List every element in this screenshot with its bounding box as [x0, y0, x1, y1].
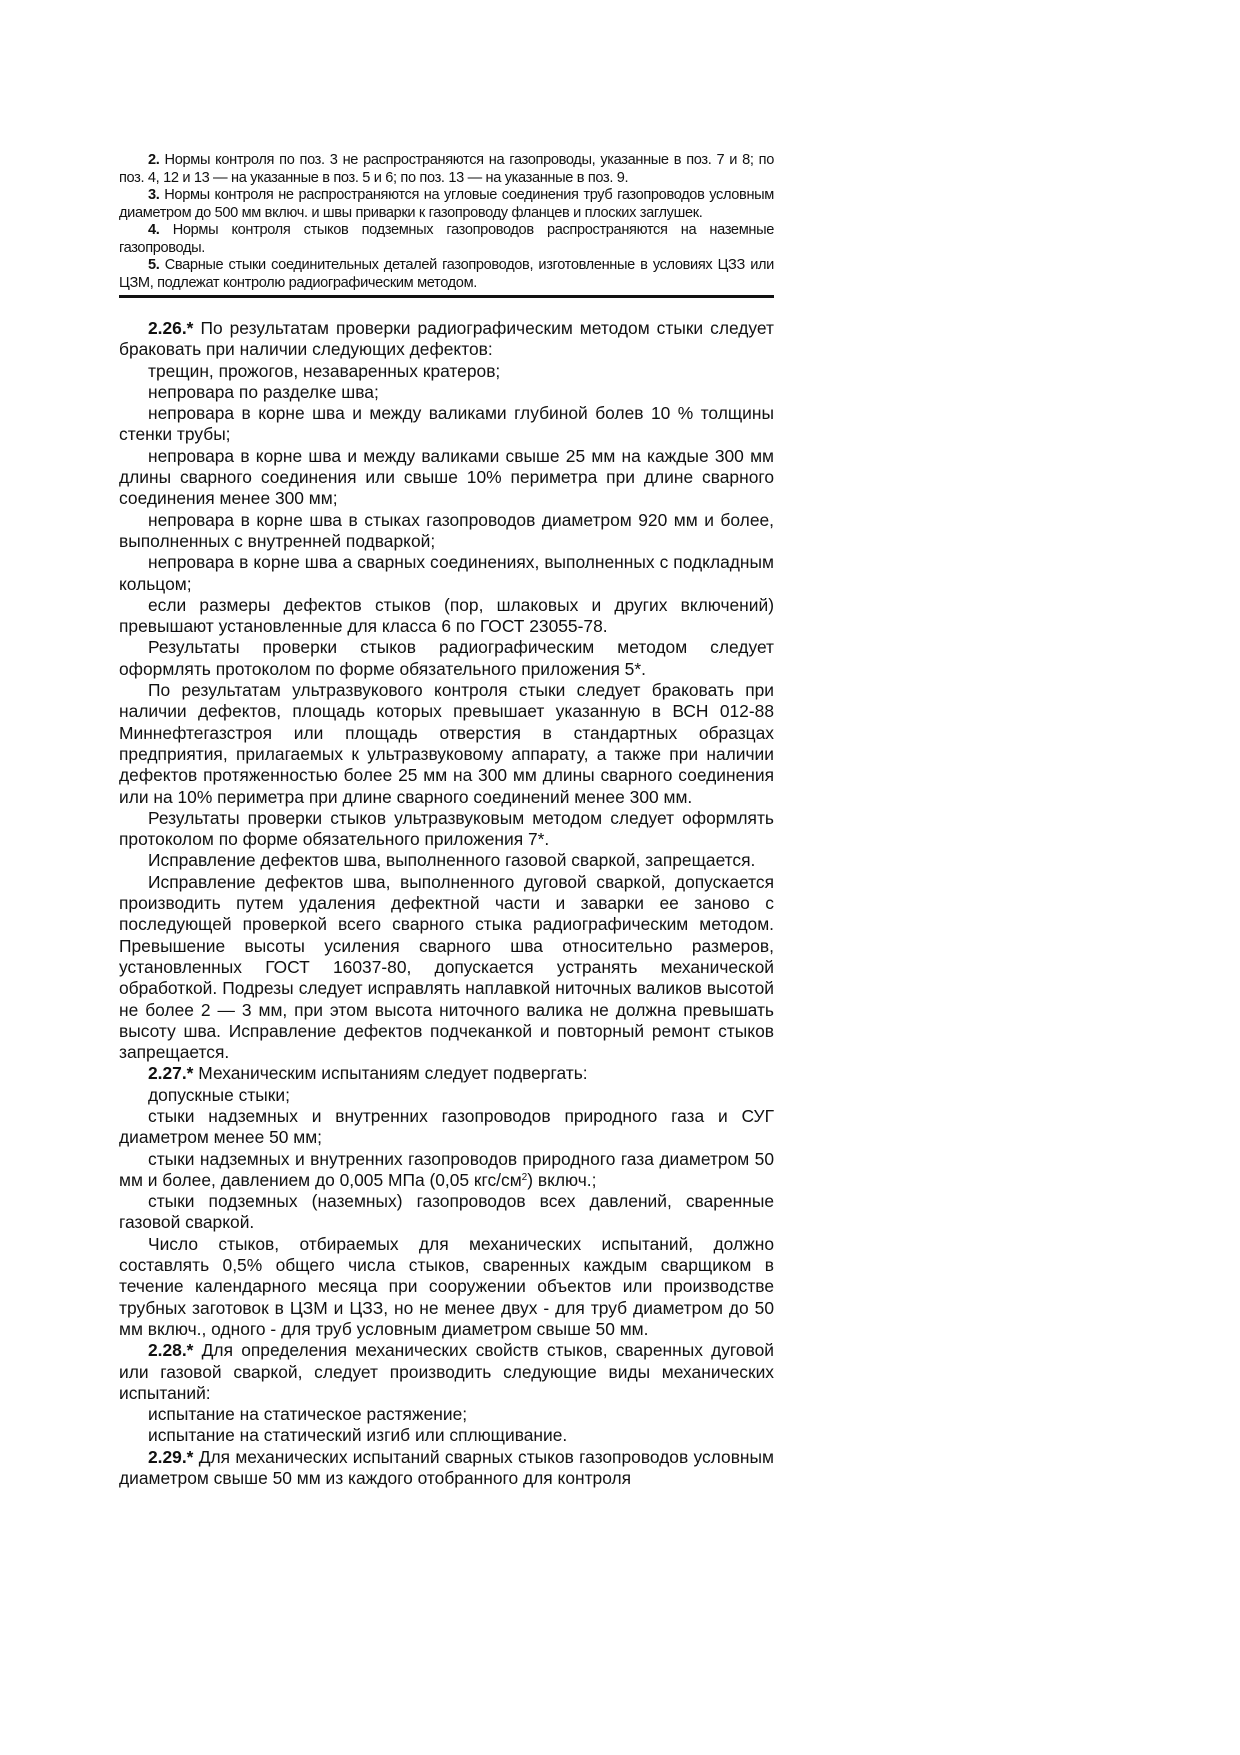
footnote-text: Сварные стыки соединительных деталей газопроводов, изготовленные в условиях ЦЗЗ или ЦЗМ, подлежат контролю радиографическим методом. [119, 257, 774, 291]
clause-number: 2.26.* [148, 318, 194, 338]
clause-number: 2.28.* [148, 1340, 194, 1361]
paragraph: Число стыков, отбираемых для механических испытаний, должно составлять 0,5% общего числа стыков, сваренных каждым сварщиком в течение календарного месяца при сооружении объектов или производстве трубных заготовок в ЦЗМ и ЦЗЗ, но не менее двух - для труб диаметром до 50 мм включ., одного - для труб условным диаметром свыше 50 мм. [119, 1233, 774, 1339]
defect-item: непровара в корне шва а сварных соединениях, выполненных с подкладным кольцом; [119, 552, 774, 594]
footnote-2 [119, 152, 774, 187]
paragraph: По результатам ультразвукового контроля стыки следует браковать при наличии дефектов, площадь которых превышает указанную в ВСН 012-88 Миннефтегазстроя или площадь отверстия в стандартных образцах предприятия, прилагаемых к ультразвуковому аппарату, а также при наличии дефектов протяженностью более 25 мм на 300 мм длины сварного соединения или на 10% периметра при длине сварного соединений менее 300 мм. [119, 680, 774, 807]
list-item: испытание на статическое растяжение; [148, 1404, 468, 1425]
list-item: испытание на статический изгиб или сплющивание. [148, 1425, 568, 1446]
footnote-number: 2. [148, 152, 160, 168]
list-item: стыки надземных и внутренних газопроводов природного газа и СУГ диаметром менее 50 мм; [119, 1105, 774, 1148]
clause-text: Механическим испытаниям следует подвергать: [193, 1063, 588, 1084]
defect-item: трещин, прожогов, незаваренных кратеров; [148, 360, 501, 381]
footnote-3 [119, 187, 774, 222]
footnote-number: 3. [148, 187, 160, 203]
defect-item: непровара по разделке шва; [148, 381, 379, 402]
table-footnotes [119, 152, 774, 292]
footnote-4 [119, 222, 774, 257]
paragraph: Результаты проверки стыков ультразвуковым методом следует оформлять протоколом по форме обязательного приложения 7*. [119, 807, 774, 850]
table-bottom-rule [119, 295, 774, 298]
footnote-5 [119, 257, 774, 292]
footnote-text: Нормы контроля по поз. 3 не распространяются на газопроводы, указанные в поз. 7 и 8; по поз. 4, 12 и 13 — на указанные в поз. 5 и 6; по поз. 13 — на указанные в поз. 9. [119, 152, 774, 186]
paragraph: Исправление дефектов шва, выполненного газовой сваркой, запрещается. [148, 850, 756, 871]
superscript: 2 [521, 1171, 528, 1183]
clause-text: Для механических испытаний сварных стыков газопроводов условным диаметром свыше 50 мм из каждого отобранного для контроля [119, 1446, 774, 1489]
footnote-text: Нормы контроля стыков подземных газопроводов распространяются на наземные газопроводы. [119, 222, 774, 256]
footnote-number: 4. [148, 222, 160, 238]
defect-item: непровара в корне шва в стыках газопроводов диаметром 920 мм и более, выполненных с внутренней подваркой; [119, 509, 774, 551]
clause-number: 2.29.* [148, 1446, 194, 1467]
list-item-text: стыки надземных и внутренних газопроводов природного газа диаметром 50 мм и более, давлением до 0,005 МПа (0,05 кгс/см [119, 1148, 774, 1190]
paragraph: Результаты проверки стыков радиографическим методом следует оформлять протоколом по форме обязательного приложения 5*. [119, 637, 774, 679]
clause-2-27 [119, 1063, 774, 1084]
list-item: допускные стыки; [148, 1084, 290, 1105]
list-item [119, 1149, 774, 1192]
clause-2-29 [119, 1447, 774, 1490]
defect-item: непровара в корне шва и между валиками свыше 25 мм на каждые 300 мм длины сварного соединения или свыше 10% периметра при длине сварного соединения менее 300 мм; [119, 445, 774, 509]
paragraph: Исправление дефектов шва, выполненного дуговой сваркой, допускается производить путем удаления дефектной части и заварки ее заново с последующей проверкой всего сварного стыка радиографическим методом. Превышение высоты усиления сварного шва относительно размеров, установленных ГОСТ 16037-80, допускается устранять механической обработкой. Подрезы следует исправлять наплавкой ниточных валиков высотой не более 2 — 3 мм, при этом высота ниточного валика не должна превышать высоту шва. Исправление дефектов подчеканкой и повторный ремонт стыков запрещается. [119, 871, 774, 1063]
clause-text: Для определения механических свойств стыков, сваренных дуговой или газовой сваркой, следует производить следующие виды механических испытаний: [119, 1340, 774, 1403]
clause-2-28 [119, 1340, 774, 1404]
list-item: стыки подземных (наземных) газопроводов всех давлений, сваренные газовой сваркой. [119, 1191, 774, 1233]
clause-number: 2.27.* [148, 1063, 194, 1084]
defect-item: непровара в корне шва и между валиками глубиной болев 10 % толщины стенки трубы; [119, 403, 774, 445]
footnote-number: 5. [148, 257, 160, 273]
defect-item: если размеры дефектов стыков (пор, шлаковых и других включений) превышают установленные для класса 6 по ГОСТ 23055-78. [119, 594, 774, 637]
document-page [119, 152, 774, 1489]
main-text [119, 318, 774, 1489]
clause-text: По результатам проверки радиографическим методом стыки следует браковать при наличии следующих дефектов: [119, 318, 774, 360]
list-item-text: ) включ.; [527, 1169, 597, 1190]
footnote-text: Нормы контроля не распространяются на угловые соединения труб газопроводов условным диаметром до 500 мм включ. и швы приварки к газопроводу фланцев и плоских заглушек. [119, 187, 774, 221]
clause-2-26 [119, 318, 774, 361]
